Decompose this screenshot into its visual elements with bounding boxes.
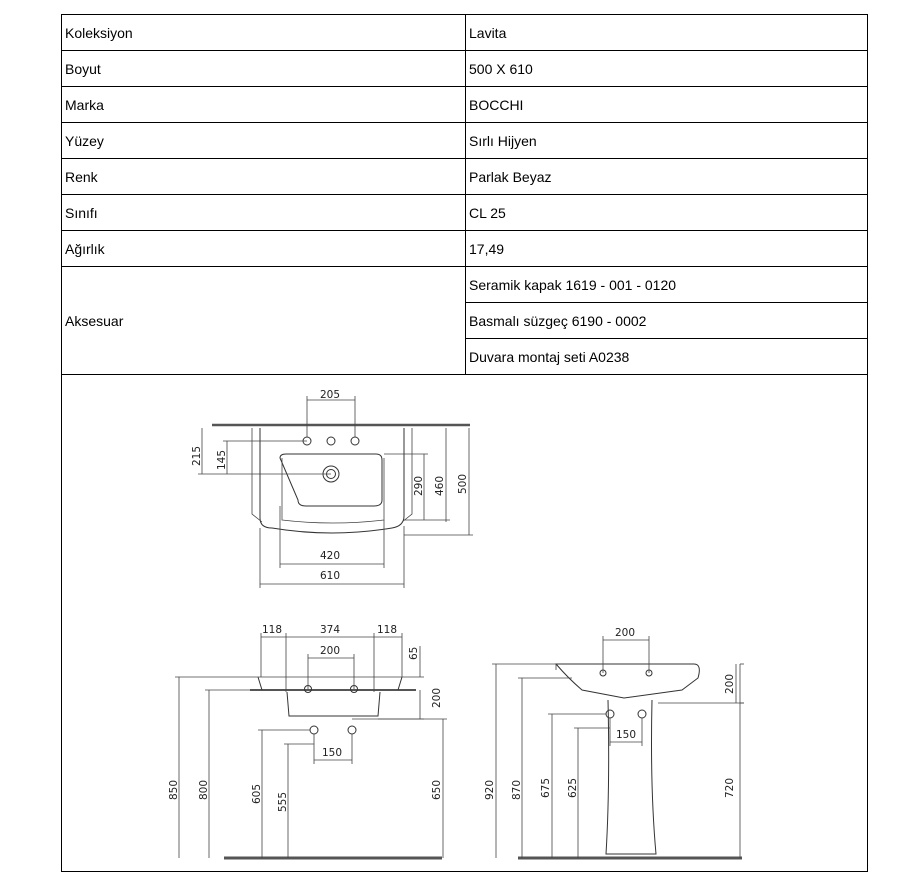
- dim-label: 460: [434, 475, 446, 496]
- spec-table: [61, 14, 868, 375]
- accessory-item: Seramik kapak 1619 - 001 - 0120: [466, 267, 868, 303]
- dim-label: 720: [724, 777, 736, 798]
- table-row: [62, 15, 868, 51]
- dim-label: 800: [198, 779, 210, 800]
- top-view: [191, 389, 473, 588]
- dim-label: 850: [168, 779, 180, 800]
- spec-value: 500 X 610: [466, 51, 868, 87]
- dim-label: 65: [408, 646, 420, 660]
- table-row: [62, 87, 868, 123]
- dim-label: 920: [484, 779, 496, 800]
- table-row: [62, 267, 868, 303]
- dim-label: 610: [320, 570, 341, 582]
- dim-label: 605: [251, 783, 263, 804]
- dim-label: 290: [413, 475, 425, 496]
- dim-label: 200: [724, 673, 736, 694]
- spec-value: Lavita: [466, 15, 868, 51]
- dim-label: 215: [191, 445, 203, 466]
- accessory-item: Basmalı süzgeç 6190 - 0002: [466, 303, 868, 339]
- dim-label: 675: [540, 777, 552, 798]
- spec-label: Koleksiyon: [62, 15, 466, 51]
- front-view: [168, 624, 447, 858]
- spec-value: Sırlı Hijyen: [466, 123, 868, 159]
- spec-label: Yüzey: [62, 123, 466, 159]
- technical-drawing: [62, 388, 867, 870]
- accessory-item: Duvara montaj seti A0238: [466, 339, 868, 375]
- dim-label: 200: [320, 645, 341, 657]
- dim-label: 205: [320, 389, 341, 401]
- dim-label: 420: [320, 550, 341, 562]
- dim-label: 118: [377, 624, 398, 636]
- spec-value: BOCCHI: [466, 87, 868, 123]
- dim-label: 200: [615, 627, 636, 639]
- dim-label: 200: [431, 687, 443, 708]
- spec-label: Ağırlık: [62, 231, 466, 267]
- accessories-label: Aksesuar: [62, 267, 466, 375]
- spec-label: Marka: [62, 87, 466, 123]
- dim-label: 118: [262, 624, 283, 636]
- dim-label: 374: [320, 624, 341, 636]
- table-row: [62, 195, 868, 231]
- dim-label: 500: [457, 473, 469, 494]
- dim-label: 555: [277, 791, 289, 812]
- dim-label: 145: [216, 449, 228, 470]
- dim-label: 870: [511, 779, 523, 800]
- table-row: [62, 231, 868, 267]
- dim-label: 650: [431, 779, 443, 800]
- dim-label: 150: [322, 747, 343, 759]
- spec-value: CL 25: [466, 195, 868, 231]
- table-row: [62, 159, 868, 195]
- spec-value: Parlak Beyaz: [466, 159, 868, 195]
- spec-label: Boyut: [62, 51, 466, 87]
- dim-label: 150: [616, 729, 637, 741]
- side-view: [484, 627, 744, 858]
- spec-label: Sınıfı: [62, 195, 466, 231]
- dim-label: 625: [567, 777, 579, 798]
- table-row: [62, 51, 868, 87]
- table-row: [62, 123, 868, 159]
- spec-value: 17,49: [466, 231, 868, 267]
- spec-label: Renk: [62, 159, 466, 195]
